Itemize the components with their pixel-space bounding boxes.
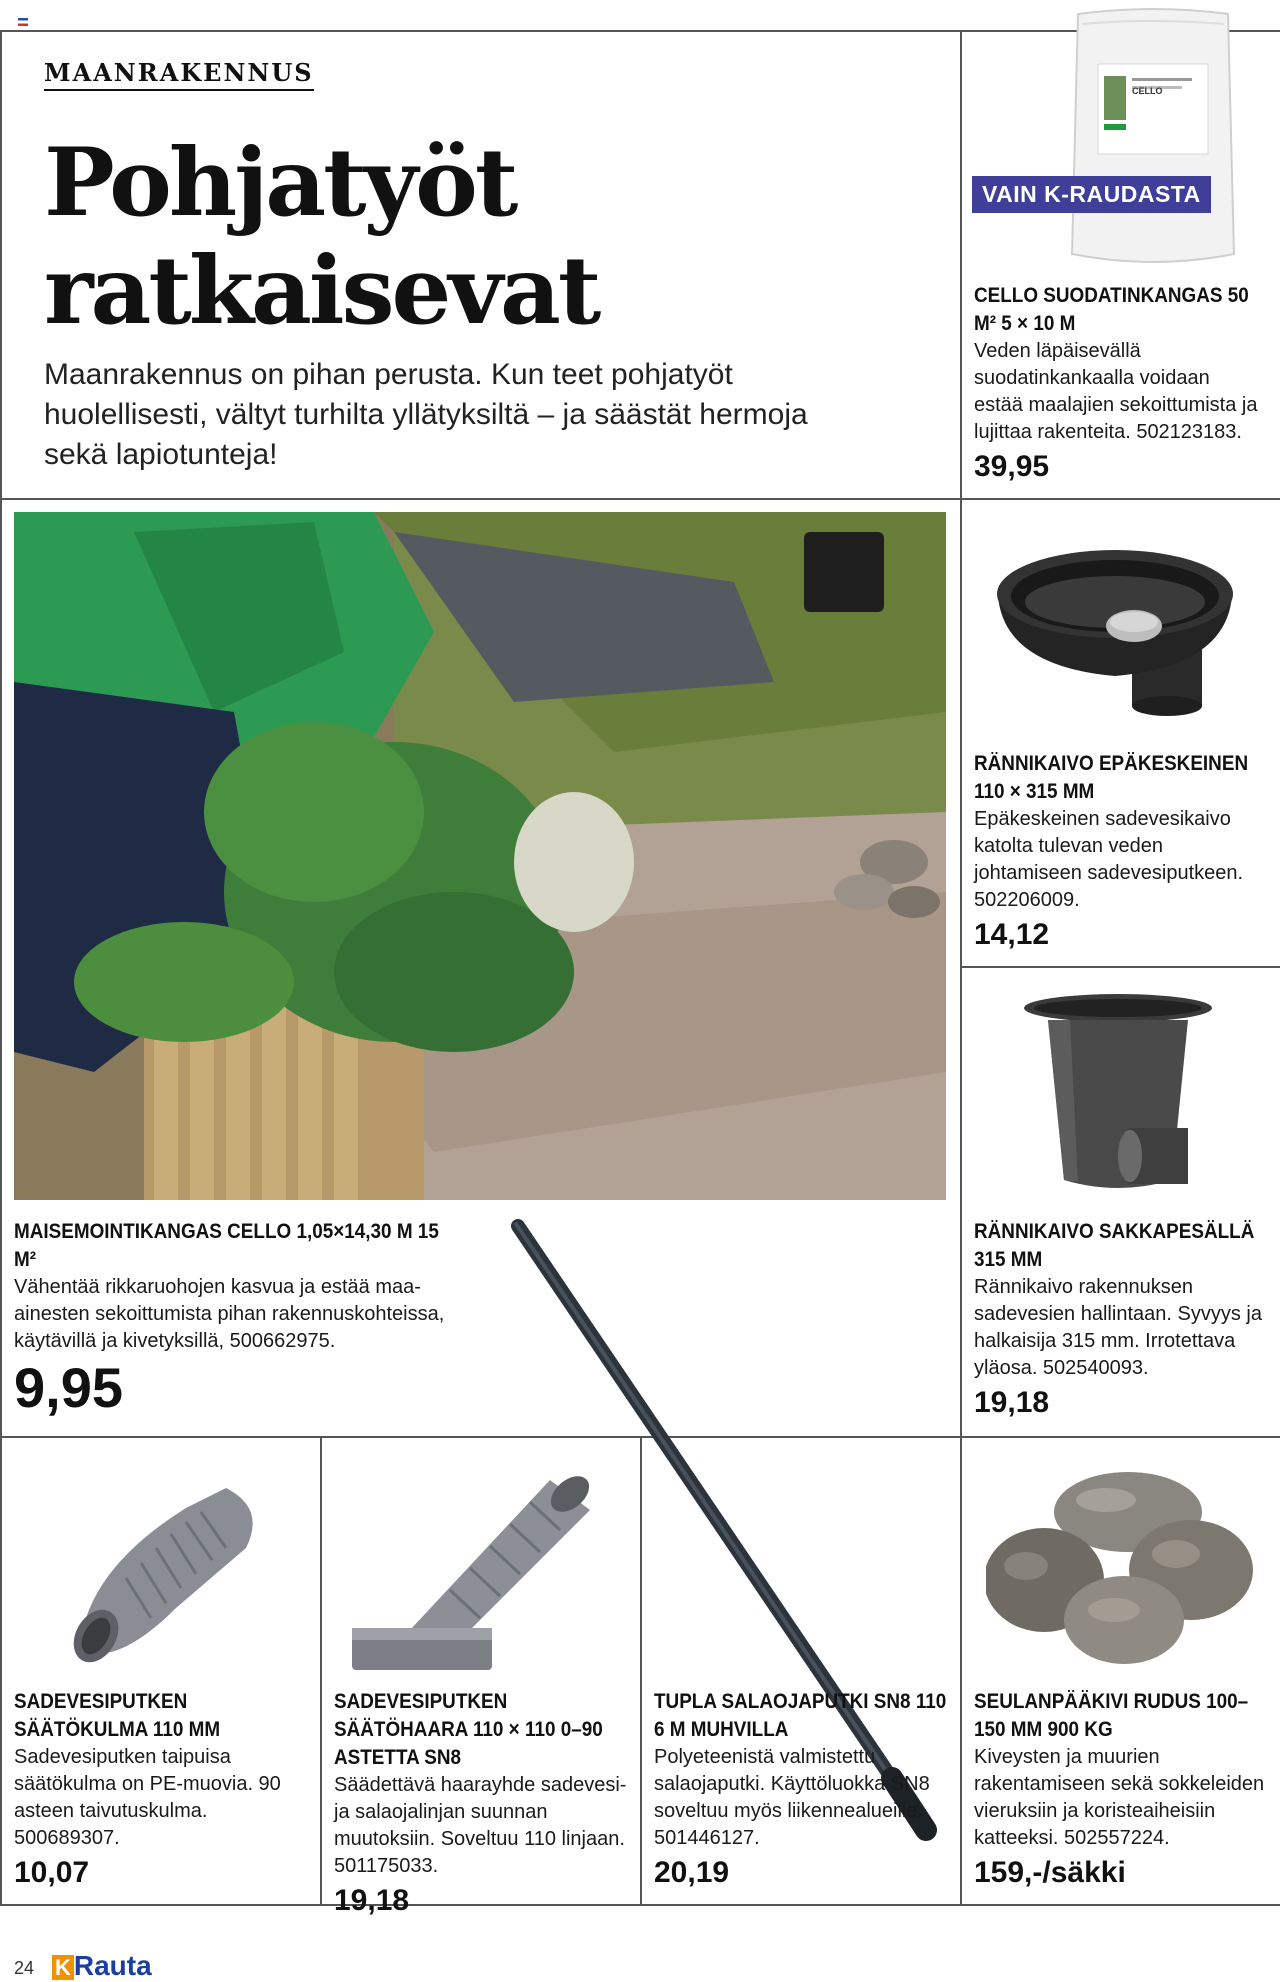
product-seulanpaakivi (974, 1688, 1268, 1892)
grid-divider-main-vertical (960, 30, 962, 1906)
product-saatokulma (14, 1688, 308, 1892)
product-salaojaputki (654, 1688, 948, 1892)
grid-divider-right-1 (960, 966, 1280, 968)
logo-text: Rauta (73, 1950, 152, 1981)
flag-icon (18, 18, 28, 26)
adjustable-elbow-image (66, 1468, 266, 1668)
product-price: 19,18 (974, 1386, 1050, 1419)
grid-border-left (0, 30, 2, 1906)
product-name: RÄNNIKAIVO EPÄKESKEINEN 110 × 315 MM (974, 752, 1249, 803)
product-saatohaara (334, 1688, 628, 1920)
product-description: Sadevesiputken taipuisa säätökulma on PE-muovia. 90 asteen taivutuskulma. 500689307. (14, 1746, 281, 1849)
product-description: Polyeteenistä valmistettu salaojaputki. Käyttöluokka SN8 soveltuu myös liikennealueille. 501446127. (654, 1746, 930, 1849)
header-section (44, 58, 924, 475)
landscaping-photo (14, 512, 946, 1200)
page-number: 24 (14, 1958, 35, 1978)
product-name: SADEVESIPUTKEN SÄÄTÖKULMA 110 MM (14, 1690, 221, 1741)
section-kicker: MAANRAKENNUS (44, 58, 314, 91)
product-description: Rännikaivo rakennuksen sadevesien hallintaan. Syvyys ja halkaisija 315 mm. Irrotettava yläosa. 502540093. (974, 1276, 1262, 1379)
adjustable-branch-image (350, 1450, 610, 1680)
product-description: Vähentää rikkaruohojen kasvua ja estää maa-ainesten sekoittumista pihan rakennuskohteissa, käytävillä ja kivetyksillä, 500662975. (14, 1276, 445, 1352)
grid-divider-bottom-v1 (320, 1436, 322, 1906)
product-price: 10,07 (14, 1856, 90, 1889)
product-name: CELLO SUODATINKANGAS 50 M² 5 × 10 M (974, 284, 1249, 335)
product-price: 14,12 (974, 918, 1050, 951)
product-name: TUPLA SALAOJAPUTKI SN8 110 6 M MUHVILLA (654, 1690, 947, 1741)
product-description: Epäkeskeinen sadevesikaivo katolta tulevan veden johtamiseen sadevesiputkeen. 502206009. (974, 808, 1244, 911)
headline-line-2: ratkaisevat (44, 236, 599, 346)
product-suodatinkangas (974, 282, 1264, 486)
grid-border-bottom (0, 1904, 1280, 1906)
cello-bag-image (1068, 4, 1238, 270)
product-price: 19,18 (334, 1884, 410, 1917)
page-headline (44, 129, 924, 345)
product-description: Kiveysten ja muurien rakentamiseen sekä sokkeleiden vieruksiin ja koristeaiheisiin katteeksi. 502557224. (974, 1746, 1265, 1849)
intro-text: Maanrakennus on pihan perusta. Kun teet pohjatyöt huolellisesti, vältyt turhilta yllätyksiltä – ja säästät hermoja sekä lapiotunteja! (44, 358, 808, 471)
grid-divider-header (0, 498, 1280, 500)
product-rannikaivo-epakeskeinen (974, 750, 1264, 954)
logo-k: K (52, 1955, 74, 1980)
headline-line-1: Pohjatyöt (44, 128, 516, 238)
product-name: MAISEMOINTIKANGAS CELLO 1,05×14,30 M 15 M² (14, 1220, 439, 1271)
exclusive-badge: VAIN K-RAUDASTA (972, 176, 1211, 213)
boulder-stones-image (986, 1470, 1256, 1670)
product-name: SADEVESIPUTKEN SÄÄTÖHAARA 110 × 110 0–90 ASTETTA SN8 (334, 1690, 603, 1769)
cello-bag-label: CELLO (1132, 86, 1163, 96)
product-rannikaivo-sakkapesalla (974, 1218, 1264, 1422)
product-description: Veden läpäisevällä suodatinkankaalla voidaan estää maalajien sekoittumista ja lujittaa rakenteita. 502123183. (974, 340, 1258, 443)
product-name: RÄNNIKAIVO SAKKAPESÄLLÄ 315 MM (974, 1220, 1255, 1271)
gutter-well-eccentric-image (984, 536, 1246, 732)
product-maisemointikangas (14, 1218, 494, 1419)
product-price: 9,95 (14, 1356, 123, 1419)
product-description: Säädettävä haarayhde sadevesi- ja salaojalinjan suunnan muutoksiin. Soveltuu 110 linjaan. 501175033. (334, 1774, 627, 1877)
product-price: 39,95 (974, 450, 1050, 483)
product-price: 20,19 (654, 1856, 730, 1889)
product-price: 159,-/säkki (974, 1856, 1126, 1889)
product-name: SEULANPÄÄKIVI RUDUS 100–150 MM 900 KG (974, 1690, 1249, 1741)
krauta-logo (52, 1950, 152, 1982)
gutter-well-sediment-image (1018, 990, 1218, 1202)
